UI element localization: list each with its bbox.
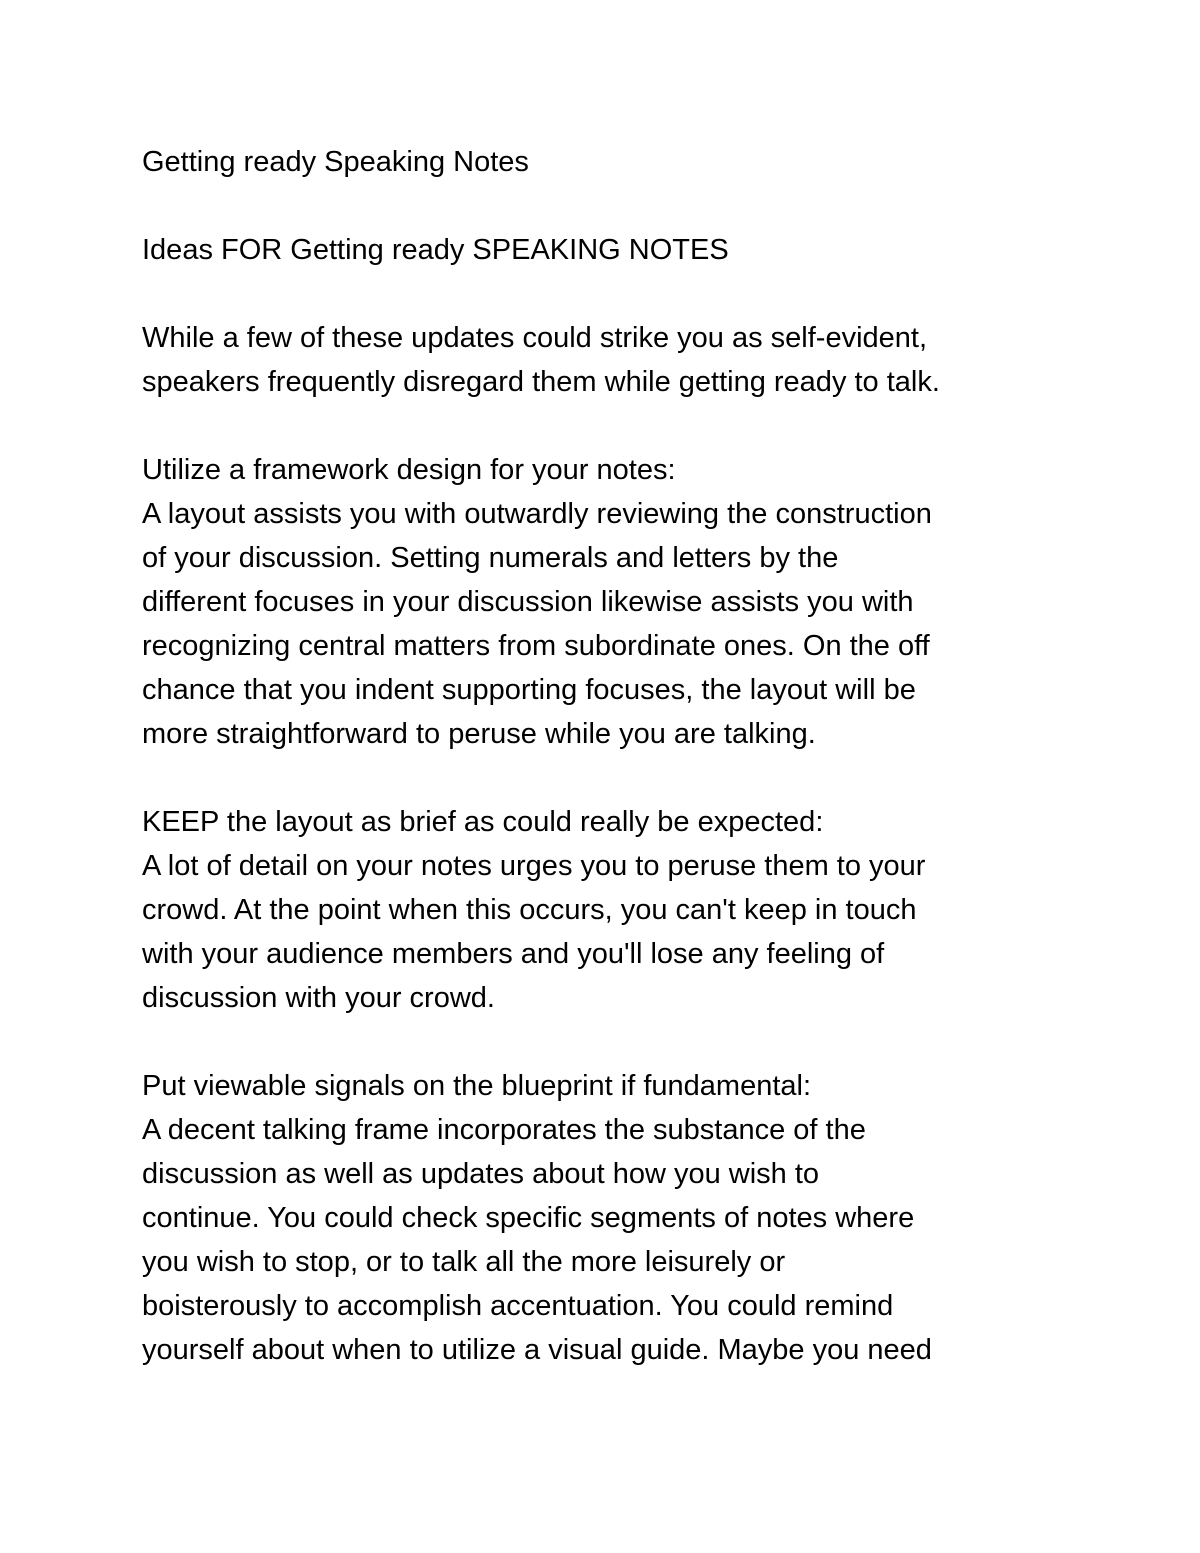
paragraph-line: with your audience members and you'll lose any feeling of (142, 938, 885, 970)
paragraph-line: discussion with your crowd. (142, 982, 495, 1014)
paragraph-line: you wish to stop, or to talk all the more leisurely or (142, 1246, 786, 1278)
document-body (142, 140, 1102, 1372)
paragraph-line: yourself about when to utilize a visual guide. Maybe you need (142, 1334, 932, 1366)
paragraph-line: chance that you indent supporting focuses, the layout will be (142, 674, 916, 706)
section-heading: Utilize a framework design for your notes: (142, 454, 676, 486)
document-subtitle: Ideas FOR Getting ready SPEAKING NOTES (142, 234, 729, 266)
paragraph-line: A lot of detail on your notes urges you to peruse them to your (142, 850, 926, 882)
paragraph-line: different focuses in your discussion likewise assists you with (142, 586, 914, 618)
document-title: Getting ready Speaking Notes (142, 146, 529, 178)
blank-line (142, 404, 1102, 448)
paragraph-line: A decent talking frame incorporates the substance of the (142, 1114, 866, 1146)
paragraph-line: recognizing central matters from subordinate ones. On the off (142, 630, 930, 662)
paragraph-line: continue. You could check specific segments of notes where (142, 1202, 915, 1234)
blank-line (142, 184, 1102, 228)
paragraph-line: more straightforward to peruse while you are talking. (142, 718, 816, 750)
section-heading: Put viewable signals on the blueprint if fundamental: (142, 1070, 812, 1102)
paragraph-line: A layout assists you with outwardly reviewing the construction (142, 498, 932, 530)
intro-line: While a few of these updates could strike you as self-evident, (142, 322, 928, 354)
blank-line (142, 756, 1102, 800)
paragraph-line: discussion as well as updates about how you wish to (142, 1158, 820, 1190)
section-heading: KEEP the layout as brief as could really be expected: (142, 806, 824, 838)
blank-line (142, 272, 1102, 316)
paragraph-line: of your discussion. Setting numerals and letters by the (142, 542, 839, 574)
paragraph-line: boisterously to accomplish accentuation. You could remind (142, 1290, 894, 1322)
paragraph-line: crowd. At the point when this occurs, you can't keep in touch (142, 894, 917, 926)
intro-line: speakers frequently disregard them while getting ready to talk. (142, 366, 940, 398)
blank-line (142, 1020, 1102, 1064)
